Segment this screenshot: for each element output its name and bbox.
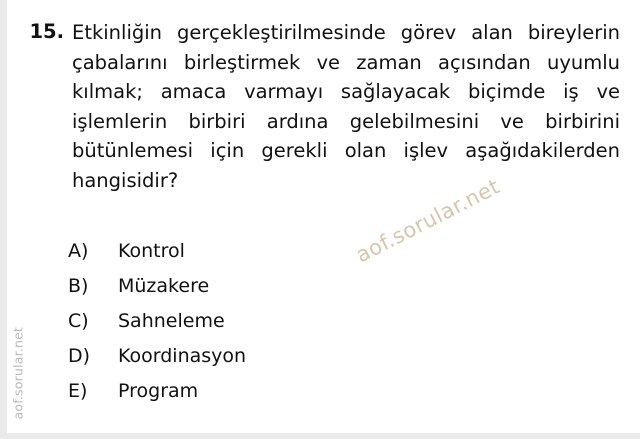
question-text: Etkinliğin gerçekleştirilmesinde görev alan bireylerin çabalarını birleştirmek ve zaman açısından uyumlu kılmak; amaca varmayı sağlayacak biçimde iş ve işlemlerin birbiri ardına gelebilmesini ve birbirini bütünlemesi için gerekli olan işlev aşağıdakilerden hangisidir? (72, 21, 620, 192)
options-list (68, 240, 548, 415)
side-watermark: aof.sorular.net (10, 326, 26, 420)
option-letter-d: D) (68, 345, 91, 367)
question-block (20, 18, 620, 196)
option-label-d: Koordinasyon (118, 345, 247, 367)
option-row-c[interactable] (68, 310, 548, 345)
left-margin-rule (0, 0, 7, 439)
bottom-margin-rule (0, 433, 640, 439)
option-row-b[interactable] (68, 275, 548, 310)
option-letter-b: B) (68, 275, 89, 297)
question-number: 15. (29, 20, 64, 43)
option-row-d[interactable] (68, 345, 548, 380)
option-letter-c: C) (68, 310, 89, 332)
option-label-c: Sahneleme (118, 310, 225, 332)
option-label-b: Müzakere (118, 275, 210, 297)
option-label-a: Kontrol (118, 240, 185, 262)
option-row-a[interactable] (68, 240, 548, 275)
page-watermark: aof.sorular.net (352, 174, 504, 268)
option-label-e: Program (118, 380, 199, 402)
option-letter-e: E) (68, 380, 88, 402)
option-letter-a: A) (68, 240, 89, 262)
option-row-e[interactable] (68, 380, 548, 415)
